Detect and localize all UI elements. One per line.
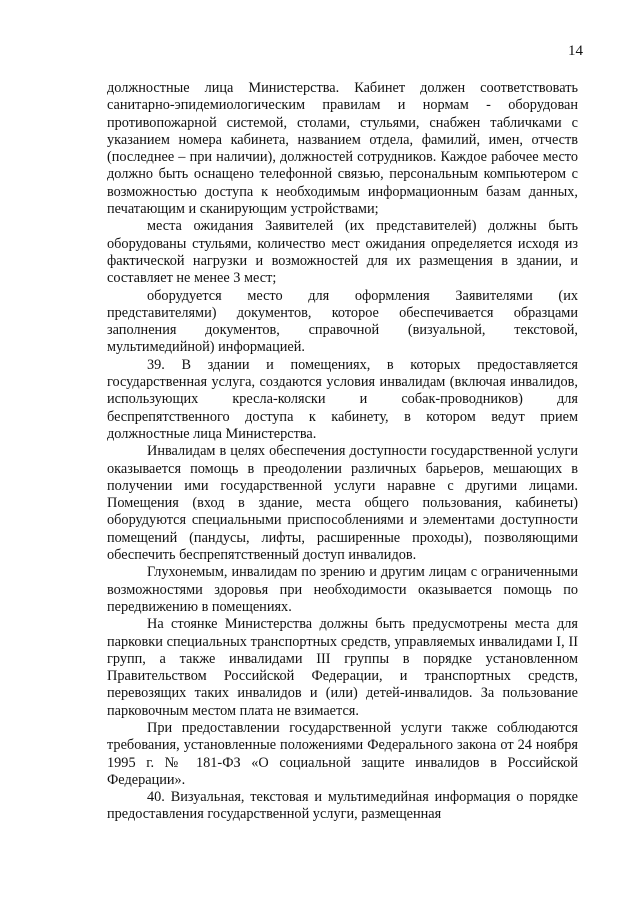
paragraph-cabinet-requirements: должностные лица Министерства. Кабинет должен соответствовать санитарно-эпидемиологическим правилам и нормам - оборудован противопожарной системой, столами, стульями, снабжен табличками с указанием номера кабинета, названием отдела, фамилий, имен, отчеств (последнее – при наличии), должностей сотрудников. Каждое рабочее место должно быть оснащено телефонной связью, персональным компьютером с возможностью доступа к необходимым информационным базам данных, печатающим и сканирующим устройствами; <box>107 80 578 218</box>
paragraph-accessibility-help: Инвалидам в целях обеспечения доступности государственной услуги оказывается помощь в преодолении различных барьеров, мешающих в получении ими государственной услуги наравне с другими лицами. Помещения (вход в здание, места общего пользования, кабинеты) оборудуются специальными приспособлениями и элементами доступности помещений (пандусы, лифты, расширенные проходы), позволяющими обеспечить беспрепятственный доступ инвалидов. <box>107 443 578 564</box>
paragraph-document-place: оборудуется место для оформления Заявителями (их представителями) документов, которое обеспечивается образцами заполнения документов, справочной (визуальной, текстовой, мультимедийной) информацией. <box>107 287 578 356</box>
page-number: 14 <box>568 43 583 59</box>
paragraph-federal-law: При предоставлении государственной услуги также соблюдаются требования, установленные положениями Федерального закона от 24 ноября 1995 г. № 181-ФЗ «О социальной защите инвалидов в Российской Федерации». <box>107 719 578 788</box>
paragraph-item-40: 40. Визуальная, текстовая и мультимедийная информация о порядке предоставления государственной услуги, размещенная <box>107 789 578 823</box>
paragraph-mobility-help: Глухонемым, инвалидам по зрению и другим лицам с ограниченными возможностями здоровья при необходимости оказывается помощь по передвижению в помещениях. <box>107 564 578 615</box>
document-body <box>107 80 578 824</box>
paragraph-waiting-places: места ожидания Заявителей (их представителей) должны быть оборудованы стульями, количество мест ожидания определяется исходя из фактической нагрузки и возможностей для их размещения в здании, и составляет не менее 3 мест; <box>107 218 578 287</box>
paragraph-item-39: 39. В здании и помещениях, в которых предоставляется государственная услуга, создаются условия инвалидам (включая инвалидов, использующих кресла-коляски и собак-проводников) для беспрепятственного доступа к кабинету, в котором ведут прием должностные лица Министерства. <box>107 356 578 442</box>
paragraph-parking: На стоянке Министерства должны быть предусмотрены места для парковки специальных транспортных средств, управляемых инвалидами I, II групп, а также инвалидами III группы в порядке установленном Правительством Российской Федерации, и транспортных средств, перевозящих таких инвалидов и (или) детей-инвалидов. За пользование парковочным местом плата не взимается. <box>107 616 578 719</box>
